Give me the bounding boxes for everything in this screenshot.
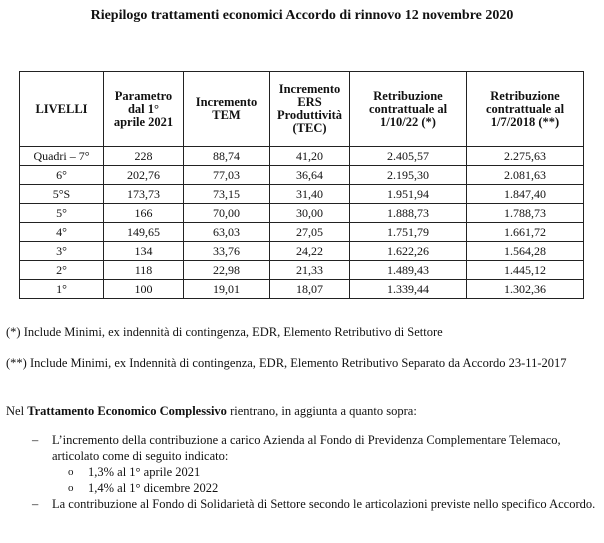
- cell-ers: 41,20: [270, 147, 350, 166]
- header-livelli: LIVELLI: [20, 72, 104, 147]
- dash-bullet: –: [32, 497, 39, 511]
- sub-list-item: [52, 480, 598, 496]
- cell-parametro: 134: [104, 242, 184, 261]
- dash-bullet: –: [32, 433, 39, 447]
- cell-ers: 30,00: [270, 204, 350, 223]
- cell-retribuzione-2022: 2.195,30: [350, 166, 467, 185]
- table-row: [20, 147, 584, 166]
- table-header-row: [20, 72, 584, 147]
- cell-livello: 3°: [20, 242, 104, 261]
- cell-retribuzione-2018: 1.788,73: [467, 204, 584, 223]
- cell-livello: 5°: [20, 204, 104, 223]
- table-row: [20, 166, 584, 185]
- cell-tem: 19,01: [184, 280, 270, 299]
- salary-table: [19, 71, 584, 299]
- cell-tem: 63,03: [184, 223, 270, 242]
- cell-retribuzione-2022: 1.339,44: [350, 280, 467, 299]
- cell-retribuzione-2022: 1.751,79: [350, 223, 467, 242]
- cell-retribuzione-2022: 1.951,94: [350, 185, 467, 204]
- cell-retribuzione-2018: 2.275,63: [467, 147, 584, 166]
- sub-list: [52, 464, 598, 496]
- table-row: [20, 242, 584, 261]
- cell-tem: 70,00: [184, 204, 270, 223]
- table-row: [20, 185, 584, 204]
- table-row: [20, 261, 584, 280]
- cell-parametro: 228: [104, 147, 184, 166]
- cell-livello: 2°: [20, 261, 104, 280]
- cell-ers: 31,40: [270, 185, 350, 204]
- cell-tem: 22,98: [184, 261, 270, 280]
- cell-tem: 33,76: [184, 242, 270, 261]
- cell-retribuzione-2022: 2.405,57: [350, 147, 467, 166]
- list-item: [6, 432, 598, 496]
- cell-parametro: 149,65: [104, 223, 184, 242]
- cell-ers: 18,07: [270, 280, 350, 299]
- list-item-text: L’incremento della contribuzione a carico Azienda al Fondo di Previdenza Complementare Telemaco, articolato come di seguito indicato:: [52, 433, 561, 463]
- sub-list-item: [52, 464, 598, 480]
- document-title: Riepilogo trattamenti economici Accordo di rinnovo 12 novembre 2020: [90, 8, 514, 23]
- cell-parametro: 202,76: [104, 166, 184, 185]
- circle-bullet: o: [68, 466, 74, 478]
- cell-parametro: 166: [104, 204, 184, 223]
- header-incremento-tem: Incremento TEM: [184, 72, 270, 147]
- intro-bold-term: Trattamento Economico Complessivo: [27, 404, 227, 418]
- header-retribuzione-2018: Retribuzione contrattuale al 1/7/2018 (**): [467, 72, 584, 147]
- cell-retribuzione-2018: 1.302,36: [467, 280, 584, 299]
- table-row: [20, 280, 584, 299]
- list-item: [6, 496, 598, 512]
- table-row: [20, 204, 584, 223]
- cell-retribuzione-2022: 1.489,43: [350, 261, 467, 280]
- cell-parametro: 100: [104, 280, 184, 299]
- header-retribuzione-2022: Retribuzione contrattuale al 1/10/22 (*): [350, 72, 467, 147]
- intro-text-before: Nel: [6, 404, 28, 418]
- cell-livello: Quadri – 7°: [20, 147, 104, 166]
- cell-retribuzione-2022: 1.888,73: [350, 204, 467, 223]
- cell-tem: 73,15: [184, 185, 270, 204]
- cell-retribuzione-2018: 2.081,63: [467, 166, 584, 185]
- cell-livello: 1°: [20, 280, 104, 299]
- contribution-list: [6, 432, 598, 512]
- cell-tem: 77,03: [184, 166, 270, 185]
- footnote-1: (*) Include Minimi, ex indennità di contingenza, EDR, Elemento Retributivo di Settore: [6, 325, 443, 339]
- cell-retribuzione-2018: 1.445,12: [467, 261, 584, 280]
- cell-retribuzione-2022: 1.622,26: [350, 242, 467, 261]
- table-row: [20, 223, 584, 242]
- sub-list-item-text: 1,4% al 1° dicembre 2022: [88, 481, 219, 495]
- cell-ers: 27,05: [270, 223, 350, 242]
- footnote-2: (**) Include Minimi, ex Indennità di contingenza, EDR, Elemento Retributivo Separato da Accordo 23-11-2017: [6, 356, 567, 370]
- cell-ers: 36,64: [270, 166, 350, 185]
- cell-tem: 88,74: [184, 147, 270, 166]
- cell-livello: 4°: [20, 223, 104, 242]
- circle-bullet: o: [68, 482, 74, 494]
- cell-ers: 21,33: [270, 261, 350, 280]
- cell-livello: 5°S: [20, 185, 104, 204]
- cell-parametro: 173,73: [104, 185, 184, 204]
- cell-retribuzione-2018: 1.847,40: [467, 185, 584, 204]
- cell-parametro: 118: [104, 261, 184, 280]
- intro-paragraph: [6, 403, 598, 419]
- cell-retribuzione-2018: 1.661,72: [467, 223, 584, 242]
- cell-livello: 6°: [20, 166, 104, 185]
- list-item-text: La contribuzione al Fondo di Solidarietà di Settore secondo le articolazioni previste nello specifico Accordo.: [52, 497, 596, 511]
- header-parametro: Parametro dal 1° aprile 2021: [104, 72, 184, 147]
- cell-ers: 24,22: [270, 242, 350, 261]
- cell-retribuzione-2018: 1.564,28: [467, 242, 584, 261]
- header-incremento-ers: Incremento ERS Produttività (TEC): [270, 72, 350, 147]
- intro-text-after: rientrano, in aggiunta a quanto sopra:: [226, 404, 417, 418]
- sub-list-item-text: 1,3% al 1° aprile 2021: [88, 465, 201, 479]
